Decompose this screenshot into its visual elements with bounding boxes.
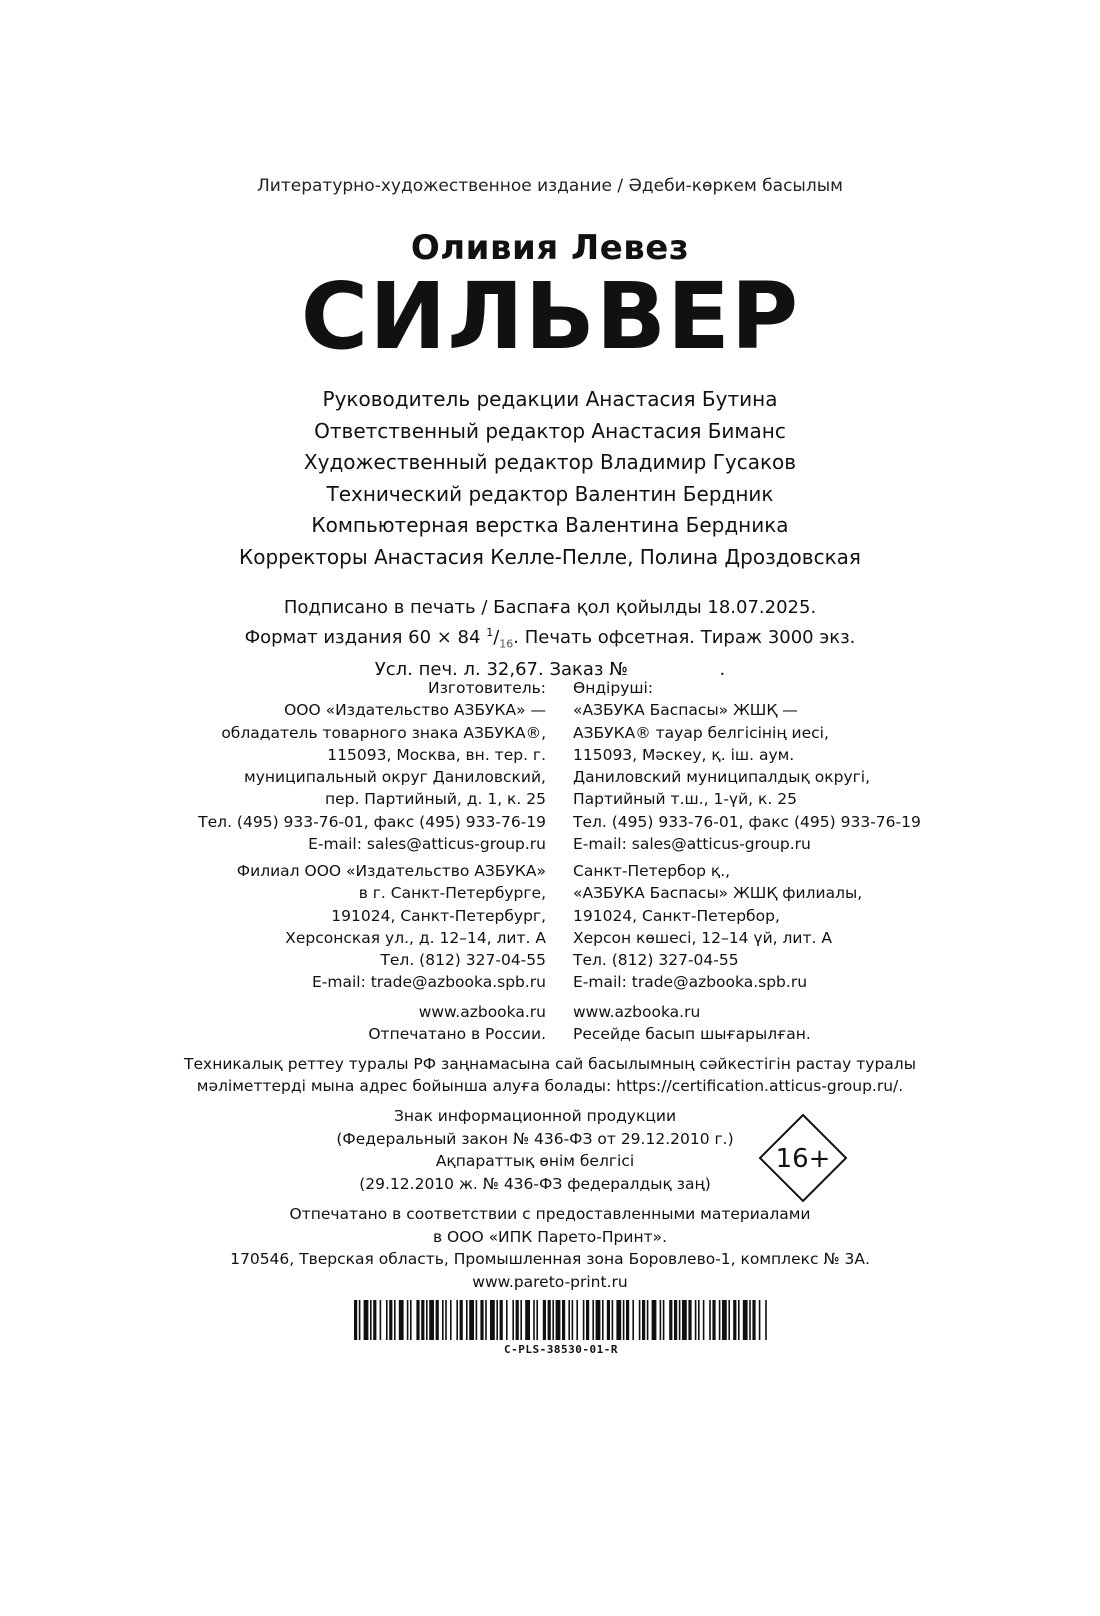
manufacturer-kz [573, 677, 921, 855]
credit-line: Ответственный редактор Анастасия Биманс [314, 418, 786, 443]
branch-ru [237, 860, 546, 994]
manufacturer-kz-line: Тел. (495) 933-76-01, факс (495) 933-76-19 [573, 812, 921, 831]
web-kz [573, 1001, 811, 1046]
branch-ru-line: Тел. (812) 327-04-55 [380, 951, 546, 970]
branch-kz-line: Херсон көшесі, 12–14 үй, лит. А [573, 928, 832, 947]
barcode-bar [695, 1300, 697, 1340]
barcode-bar [543, 1300, 546, 1340]
credit-line: Художественный редактор Владимир Гусаков [303, 450, 797, 474]
barcode-bar [490, 1300, 495, 1340]
branch-kz-line: «АЗБУКА Баспасы» ЖШҚ филиалы, [573, 884, 863, 903]
printer-info [0, 1203, 1100, 1293]
edition-type: Литературно-художественное издание / Әдеби-көркем басылым [257, 176, 843, 196]
barcode-bar [442, 1300, 444, 1340]
barcode-bar [456, 1300, 458, 1340]
barcode-bar [416, 1300, 419, 1340]
info-sign-text [320, 1105, 750, 1195]
branch-ru-line: 191024, Санкт-Петербург, [331, 906, 546, 925]
barcode-bar [743, 1300, 748, 1340]
barcode-bar [642, 1300, 645, 1340]
barcode-bar [674, 1300, 677, 1340]
barcode-bar [496, 1300, 498, 1340]
barcode-bar [592, 1300, 594, 1340]
barcode-bar [556, 1300, 561, 1340]
manufacturer-ru-line: ООО «Издательство АЗБУКА» — [284, 701, 546, 720]
barcode-bar [552, 1300, 554, 1340]
barcode-bar [370, 1300, 372, 1340]
barcode-bar [752, 1300, 755, 1340]
age-rating-text: 16+ [775, 1144, 831, 1174]
barcode-bar [647, 1300, 649, 1340]
age-rating-badge [758, 1113, 848, 1203]
barcode-bar [520, 1300, 522, 1340]
certification-line: мәліметтерді мына адрес бойынша алуға болады: https://certification.atticus-group.ru/. [196, 1077, 904, 1095]
barcode-bar [568, 1300, 570, 1340]
barcode-bar [669, 1300, 672, 1340]
barcode-bar [709, 1300, 711, 1340]
manufacturer-kz-line: Даниловский муниципалдық округі, [573, 768, 871, 787]
info-sign-line: (29.12.2010 ж. № 436-ФЗ федералдық заң) [359, 1174, 711, 1193]
credit-line: Технический редактор Валентин Бердник [326, 481, 774, 506]
info-sign-line: (Федеральный закон № 436-ФЗ от 29.12.2010 г.) [336, 1129, 734, 1148]
print-info [0, 595, 1100, 682]
barcode-icon [354, 1300, 768, 1340]
barcode-bar [749, 1300, 751, 1340]
format-line [0, 620, 1100, 657]
website-link: www.azbooka.ru [418, 1003, 546, 1021]
barcode-bar [476, 1300, 478, 1340]
barcode-bar [612, 1300, 614, 1340]
manufacturer-ru-line: 115093, Москва, вн. тер. г. [327, 745, 546, 764]
barcode-bar [759, 1300, 761, 1340]
barcode-bar [765, 1300, 767, 1340]
manufacturer-ru-line: Изготовитель: [427, 679, 546, 697]
barcode-bar [525, 1300, 530, 1340]
barcode-bar [663, 1300, 665, 1340]
format-suffix: . Печать офсетная. Тираж 3000 экз. [513, 627, 856, 648]
barcode-bar [728, 1300, 730, 1340]
diamond-icon [758, 1113, 848, 1203]
barcode-bar [626, 1300, 629, 1340]
web-ru [368, 1001, 546, 1046]
barcode-bar [460, 1300, 463, 1340]
barcode-bar [616, 1300, 621, 1340]
branch-ru-line: Филиал ООО «Издательство АЗБУКА» [236, 862, 546, 880]
barcode-bar [536, 1300, 538, 1340]
barcode-bar [572, 1300, 574, 1340]
barcode-bar [682, 1300, 687, 1340]
barcode-bar [583, 1300, 585, 1340]
manufacturer-ru [198, 677, 546, 855]
printer-line: в ООО «ИПК Парето-Принт». [432, 1227, 668, 1246]
branch-kz-line: Тел. (812) 327-04-55 [573, 951, 739, 970]
barcode-bar [450, 1300, 452, 1340]
barcode-bar [394, 1300, 396, 1340]
barcode-bar [469, 1300, 474, 1340]
barcode-bar [429, 1300, 434, 1340]
barcode-bar [602, 1300, 604, 1340]
branch-kz-line: Санкт-Петербор қ., [573, 862, 731, 880]
credits [0, 384, 1100, 573]
format-prefix: Формат издания 60 × 84 [244, 627, 487, 648]
barcode-bar [354, 1300, 357, 1340]
barcode-bar [586, 1300, 589, 1340]
credit-line: Корректоры Анастасия Келле-Пелле, Полина Дроздовская [239, 544, 861, 569]
manufacturer-ru-line: пер. Партийный, д. 1, к. 25 [324, 790, 546, 809]
barcode-bar [660, 1300, 662, 1340]
info-sign-line: Знак информационной продукции [393, 1107, 677, 1125]
branch-ru-line: в г. Санкт-Петербурге, [358, 884, 546, 903]
barcode-bar [722, 1300, 727, 1340]
credit-line: Компьютерная верстка Валентина Бердника [311, 513, 789, 537]
barcode-bar [364, 1300, 369, 1340]
barcode-bar [485, 1300, 487, 1340]
certification-line: Техникалық реттеу туралы РФ заңнамасына сай басылымның сәйкестігін растау туралы [184, 1055, 916, 1073]
branch-ru-line: E-mail: trade@azbooka.spb.ru [311, 973, 546, 992]
certification-note [0, 1053, 1100, 1097]
barcode-bar [466, 1300, 468, 1340]
manufacturer-kz-line: Партийный т.ш., 1-үй, к. 25 [573, 790, 797, 809]
format-slash: / [493, 627, 500, 648]
barcode-bar [688, 1300, 691, 1340]
website-link: www.azbooka.ru [573, 1003, 701, 1021]
barcode-bar [500, 1300, 503, 1340]
barcode-bar [652, 1300, 657, 1340]
printed-in-russia: Отпечатано в России. [368, 1025, 546, 1044]
barcode-bar [445, 1300, 447, 1340]
manufacturer-kz-line: 115093, Мәскеу, қ. іш. аум. [573, 745, 795, 764]
barcode-bar [399, 1300, 404, 1340]
format-numerator: 1 [486, 626, 494, 639]
barcode-bar [548, 1300, 551, 1340]
barcode-bar [512, 1300, 514, 1340]
manufacturer-ru-line: E-mail: sales@atticus-group.ru [308, 835, 546, 854]
barcode-bar [426, 1300, 428, 1340]
barcode-bar [703, 1300, 705, 1340]
barcode-bar [562, 1300, 565, 1340]
signed-line: Подписано в печать / Баспаға қол қойылды 18.07.2025. [283, 597, 817, 618]
barcode-bar [480, 1300, 483, 1340]
barcode-bar [712, 1300, 715, 1340]
credit-line: Руководитель редакции Анастасия Бутина [322, 387, 778, 411]
manufacturer-kz-line: E-mail: sales@atticus-group.ru [573, 835, 811, 854]
format-denominator: 16 [499, 637, 514, 651]
barcode-bar [373, 1300, 376, 1340]
manufacturer-kz-line: АЗБУКА® тауар белгісінің иесі, [573, 723, 829, 742]
manufacturer-kz-line: «АЗБУКА Баспасы» ЖШҚ — [573, 701, 798, 720]
barcode-bar [516, 1300, 519, 1340]
barcode-bar [623, 1300, 625, 1340]
barcode-bar [639, 1300, 641, 1340]
barcode-bar [733, 1300, 736, 1340]
barcode-bar [679, 1300, 681, 1340]
barcode-bar [410, 1300, 412, 1340]
barcode-bar [407, 1300, 409, 1340]
branch-kz-line: E-mail: trade@azbooka.spb.ru [573, 973, 808, 992]
book-title: СИЛЬВЕР [300, 263, 800, 370]
barcode-bar [389, 1300, 392, 1340]
barcode-bar [436, 1300, 439, 1340]
order-line: Усл. печ. л. 32,67. Заказ № . [374, 658, 726, 680]
barcode-bar [698, 1300, 700, 1340]
branch-ru-line: Херсонская ул., д. 12–14, лит. А [285, 928, 546, 947]
barcode-bar [596, 1300, 601, 1340]
barcode-bar [421, 1300, 424, 1340]
barcode-bar [506, 1300, 508, 1340]
barcode-code: C-PLS-38530-01-R [504, 1343, 618, 1356]
manufacturer-kz-line: Өндіруші: [573, 679, 654, 697]
info-sign-line: Ақпараттық өнім белгісі [435, 1152, 635, 1170]
printed-in-russia-kz: Ресейде басып шығарылған. [573, 1025, 811, 1044]
barcode-bar [533, 1300, 535, 1340]
barcode-bar [738, 1300, 740, 1340]
printer-line: 170546, Тверская область, Промышленная зона Боровлево-1, комплекс № 3А. [230, 1250, 870, 1268]
barcode-bar [576, 1300, 578, 1340]
printer-line: Отпечатано в соответствии с предоставленными материалами [289, 1205, 811, 1223]
manufacturer-ru-line: Тел. (495) 933-76-01, факс (495) 933-76-19 [198, 812, 546, 831]
printer-line: www.pareto-print.ru [472, 1272, 628, 1291]
manufacturer-ru-line: муниципальный округ Даниловский, [244, 768, 546, 787]
barcode-bar [607, 1300, 610, 1340]
manufacturer-ru-line: обладатель товарного знака АЗБУКА®, [221, 723, 546, 742]
barcode-bar [380, 1300, 382, 1340]
barcode-bar [386, 1300, 388, 1340]
branch-kz-line: 191024, Санкт-Петербор, [573, 906, 780, 925]
branch-kz [573, 860, 862, 994]
author-name: Оливия Левез [410, 228, 690, 268]
barcode-bar [359, 1300, 361, 1340]
barcode-bar [632, 1300, 634, 1340]
barcode-bar [719, 1300, 721, 1340]
